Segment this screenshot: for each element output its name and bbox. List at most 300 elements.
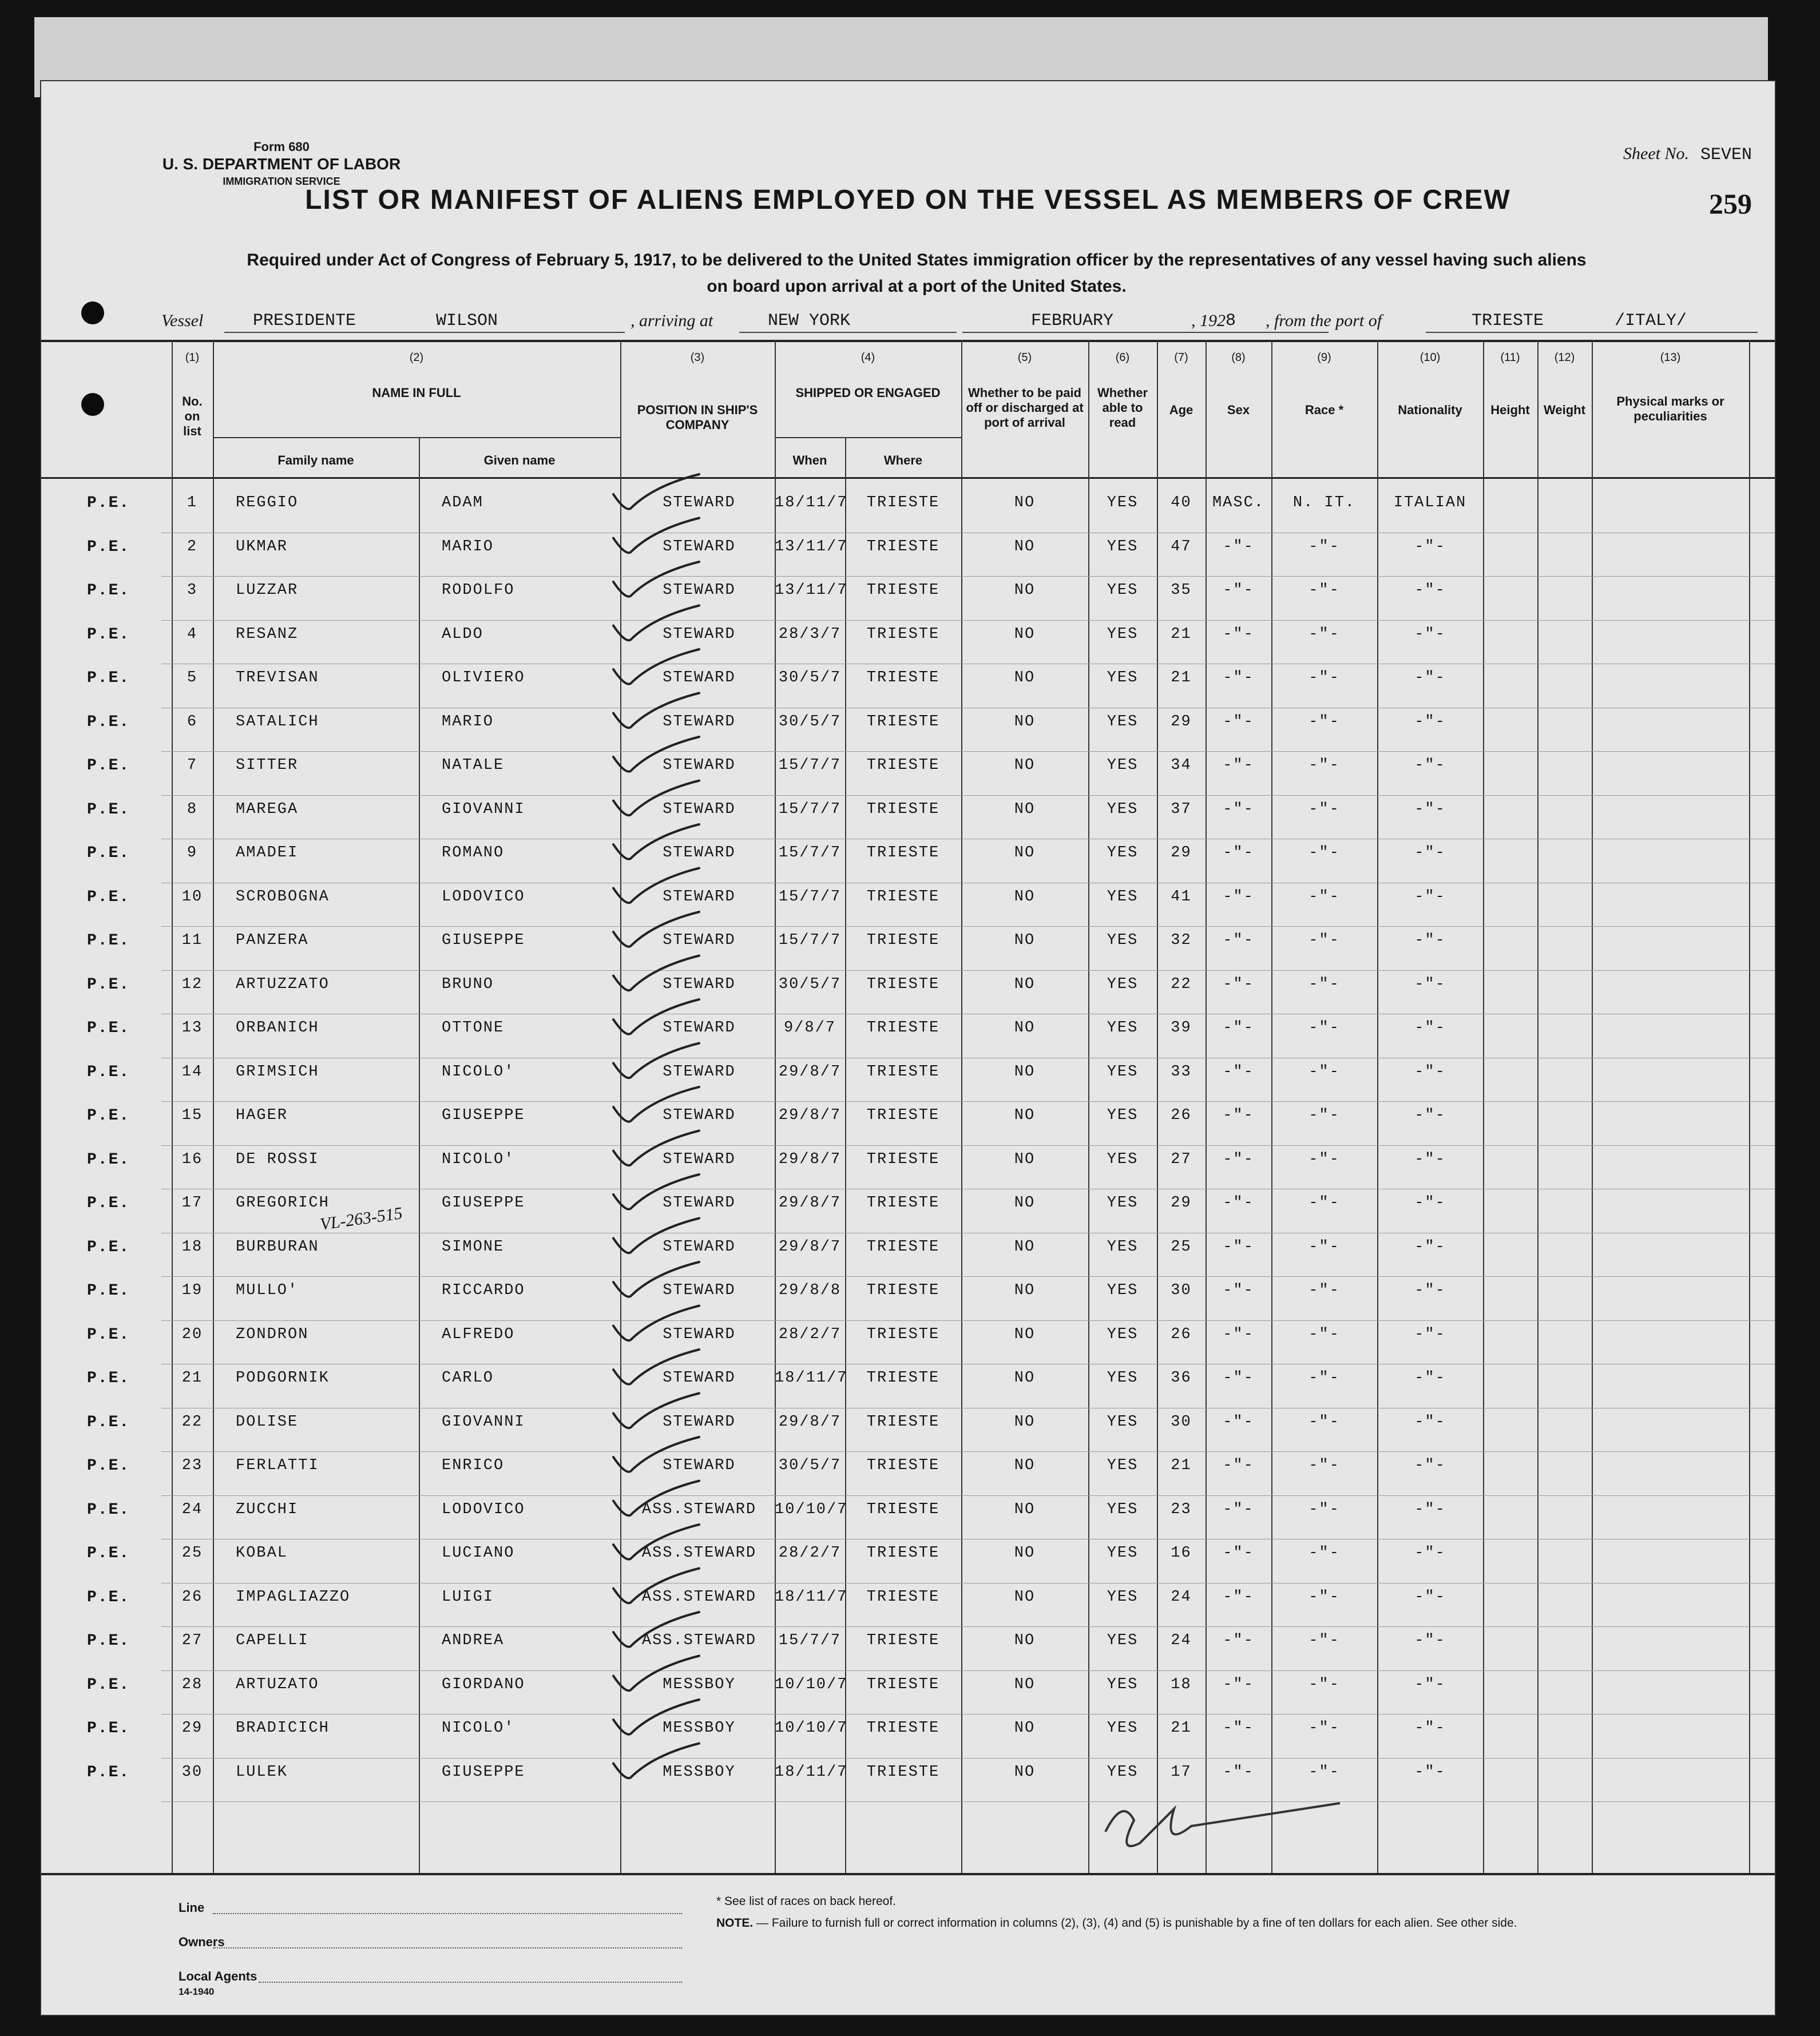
row-10-age: 41 xyxy=(1171,888,1192,906)
row-18-pe-code: P.E. xyxy=(87,1238,130,1256)
row-28-family-name: ARTUZATO xyxy=(236,1676,319,1693)
row-15-shipped-where: TRIESTE xyxy=(866,1107,940,1124)
row-12-shipped-when: 30/5/7 xyxy=(778,975,842,993)
row-21-race: -"- xyxy=(1309,1370,1340,1387)
col12-header: Weight xyxy=(1544,403,1585,417)
col2-header: NAME IN FULL xyxy=(372,386,461,400)
row-10-nationality: -"- xyxy=(1414,888,1446,906)
row-26-shipped-where: TRIESTE xyxy=(866,1588,940,1606)
row-15-pe-code: P.E. xyxy=(87,1107,130,1125)
row-6-position: STEWARD xyxy=(663,713,736,731)
row-18-position: STEWARD xyxy=(663,1238,736,1256)
row-14-family-name: GRIMSICH xyxy=(236,1063,319,1081)
row-22-age: 30 xyxy=(1171,1413,1192,1431)
row-29-able-to-read: YES xyxy=(1107,1720,1139,1737)
row-6-age: 29 xyxy=(1171,713,1192,731)
row-1-given-name: ADAM xyxy=(442,494,483,511)
row-1-shipped-where: TRIESTE xyxy=(866,494,940,511)
row-4-pe-code: P.E. xyxy=(87,625,130,644)
row-20-shipped-when: 28/2/7 xyxy=(778,1325,842,1343)
col5-number: (5) xyxy=(1017,351,1032,364)
penalty-note xyxy=(716,1916,1517,1930)
row-9-able-to-read: YES xyxy=(1107,844,1139,862)
col3-number: (3) xyxy=(690,351,705,364)
row-19-position: STEWARD xyxy=(663,1282,736,1299)
row-27-age: 24 xyxy=(1171,1632,1192,1649)
check-mark-icon xyxy=(613,1350,699,1384)
row-16-given-name: NICOLO' xyxy=(442,1150,515,1168)
row-2-shipped-where: TRIESTE xyxy=(866,538,940,555)
row-11-given-name: GIUSEPPE xyxy=(442,932,525,949)
row-8-sex: -"- xyxy=(1223,800,1254,818)
row-30-able-to-read: YES xyxy=(1107,1763,1139,1781)
row-21-row-number: 21 xyxy=(181,1370,203,1387)
row-16-pe-code: P.E. xyxy=(87,1150,130,1169)
row-10-shipped-where: TRIESTE xyxy=(866,888,940,906)
check-mark-icon xyxy=(613,1525,699,1559)
row-21-shipped-where: TRIESTE xyxy=(866,1370,940,1387)
row-22-position: STEWARD xyxy=(663,1413,736,1431)
row-27-row-number: 27 xyxy=(181,1632,203,1649)
row-17-row-number: 17 xyxy=(181,1194,203,1212)
row-25-given-name: LUCIANO xyxy=(442,1545,515,1562)
row-5-family-name: TREVISAN xyxy=(236,669,319,686)
row-24-position: ASS.STEWARD xyxy=(641,1501,757,1518)
row-26-sex: -"- xyxy=(1223,1588,1254,1606)
row-26-position: ASS.STEWARD xyxy=(641,1588,757,1606)
row-5-shipped-when: 30/5/7 xyxy=(778,669,842,686)
row-18-age: 25 xyxy=(1171,1238,1192,1256)
row-26-paid-off: NO xyxy=(1014,1588,1036,1606)
row-7-family-name: SITTER xyxy=(236,757,299,774)
arriving-label: , arriving at xyxy=(631,311,713,330)
row-27-family-name: CAPELLI xyxy=(236,1632,309,1649)
row-28-age: 18 xyxy=(1171,1676,1192,1693)
row-20-shipped-where: TRIESTE xyxy=(866,1325,940,1343)
row-16-able-to-read: YES xyxy=(1107,1150,1139,1168)
row-10-row-number: 10 xyxy=(181,888,203,906)
row-29-row-number: 29 xyxy=(181,1720,203,1737)
row-6-pe-code: P.E. xyxy=(87,713,130,731)
row-3-age: 35 xyxy=(1171,582,1192,599)
row-12-shipped-where: TRIESTE xyxy=(866,975,940,993)
row-30-given-name: GIUSEPPE xyxy=(442,1763,525,1781)
row-29-shipped-when: 10/10/7 xyxy=(775,1720,848,1737)
row-19-shipped-where: TRIESTE xyxy=(866,1282,940,1299)
row-23-position: STEWARD xyxy=(663,1457,736,1474)
row-8-age: 37 xyxy=(1171,800,1192,818)
row15-handwritten-note: VL-263-515 xyxy=(319,1204,404,1234)
row-3-sex: -"- xyxy=(1223,582,1254,599)
row-27-given-name: ANDREA xyxy=(442,1632,505,1649)
row-19-able-to-read: YES xyxy=(1107,1282,1139,1299)
col1-number: (1) xyxy=(185,351,200,364)
row-17-shipped-where: TRIESTE xyxy=(866,1194,940,1212)
row-13-position: STEWARD xyxy=(663,1019,736,1037)
col10-header: Nationality xyxy=(1398,403,1462,417)
row-11-shipped-where: TRIESTE xyxy=(866,932,940,949)
row-10-given-name: LODOVICO xyxy=(442,888,525,906)
row-11-pe-code: P.E. xyxy=(87,932,130,950)
row-5-sex: -"- xyxy=(1223,669,1254,686)
row-29-age: 21 xyxy=(1171,1720,1192,1737)
row-19-age: 30 xyxy=(1171,1282,1192,1299)
row-30-shipped-where: TRIESTE xyxy=(866,1763,940,1781)
col2-number: (2) xyxy=(409,351,424,364)
row-24-row-number: 24 xyxy=(181,1501,203,1518)
row-15-shipped-when: 29/8/7 xyxy=(778,1107,842,1124)
row-5-pe-code: P.E. xyxy=(87,669,130,687)
row-16-row-number: 16 xyxy=(181,1150,203,1168)
col6-header: Whether able to read xyxy=(1097,386,1148,430)
row-22-family-name: DOLISE xyxy=(236,1413,299,1431)
row-4-shipped-when: 28/3/7 xyxy=(778,625,842,643)
form-number: Form 680 xyxy=(253,140,310,154)
row-11-age: 32 xyxy=(1171,932,1192,949)
row-29-position: MESSBOY xyxy=(663,1720,736,1737)
sheet-number-value: SEVEN xyxy=(1700,145,1752,165)
row-8-race: -"- xyxy=(1309,800,1340,818)
row-13-age: 39 xyxy=(1171,1019,1192,1037)
local-agents-label: Local Agents xyxy=(179,1969,257,1983)
row-4-race: -"- xyxy=(1309,625,1340,643)
row-14-age: 33 xyxy=(1171,1063,1192,1081)
row-3-nationality: -"- xyxy=(1414,582,1446,599)
row-13-sex: -"- xyxy=(1223,1019,1254,1037)
row-9-given-name: ROMANO xyxy=(442,844,505,862)
row-23-family-name: FERLATTI xyxy=(236,1457,319,1474)
row-8-nationality: -"- xyxy=(1414,800,1446,818)
row-25-shipped-when: 28/2/7 xyxy=(778,1545,842,1562)
col9-number: (9) xyxy=(1317,351,1331,364)
row-25-nationality: -"- xyxy=(1414,1545,1446,1562)
given-name-header: Given name xyxy=(483,453,556,467)
row-21-position: STEWARD xyxy=(663,1370,736,1387)
check-mark-icon xyxy=(613,824,699,859)
col3-header: POSITION IN SHIP'S COMPANY xyxy=(637,403,758,432)
row-24-age: 23 xyxy=(1171,1501,1192,1518)
row-15-race: -"- xyxy=(1309,1107,1340,1124)
row-8-given-name: GIOVANNI xyxy=(442,800,525,818)
row-16-shipped-where: TRIESTE xyxy=(866,1150,940,1168)
row-2-age: 47 xyxy=(1171,538,1192,555)
row-9-shipped-where: TRIESTE xyxy=(866,844,940,862)
row-29-sex: -"- xyxy=(1223,1720,1254,1737)
row-15-sex: -"- xyxy=(1223,1107,1254,1124)
row-22-pe-code: P.E. xyxy=(87,1413,130,1431)
row-2-paid-off: NO xyxy=(1014,538,1036,555)
check-mark-icon xyxy=(613,562,699,597)
col12-number: (12) xyxy=(1554,351,1575,364)
page-number: 259 xyxy=(1709,188,1752,220)
row-22-sex: -"- xyxy=(1223,1413,1254,1431)
row-25-row-number: 25 xyxy=(181,1545,203,1562)
row-9-pe-code: P.E. xyxy=(87,844,130,862)
row-19-row-number: 19 xyxy=(181,1282,203,1299)
row-4-sex: -"- xyxy=(1223,625,1254,643)
check-mark-icon xyxy=(613,1700,699,1735)
row-14-pe-code: P.E. xyxy=(87,1063,130,1081)
row-26-race: -"- xyxy=(1309,1588,1340,1606)
row-25-pe-code: P.E. xyxy=(87,1545,130,1562)
check-mark-icon xyxy=(613,1306,699,1341)
row-19-race: -"- xyxy=(1309,1282,1340,1299)
row-21-paid-off: NO xyxy=(1014,1370,1036,1387)
row-20-pe-code: P.E. xyxy=(87,1325,130,1344)
row-3-family-name: LUZZAR xyxy=(236,582,299,599)
row-22-given-name: GIOVANNI xyxy=(442,1413,525,1431)
row-30-age: 17 xyxy=(1171,1763,1192,1781)
row-10-pe-code: P.E. xyxy=(87,888,130,906)
row-28-pe-code: P.E. xyxy=(87,1676,130,1694)
col11-number: (11) xyxy=(1500,351,1520,364)
row-1-able-to-read: YES xyxy=(1107,494,1139,511)
row-19-nationality: -"- xyxy=(1414,1282,1446,1299)
row-20-able-to-read: YES xyxy=(1107,1325,1139,1343)
row-23-pe-code: P.E. xyxy=(87,1457,130,1475)
row-15-row-number: 15 xyxy=(181,1107,203,1124)
row-1-position: STEWARD xyxy=(663,494,736,511)
row-28-given-name: GIORDANO xyxy=(442,1676,525,1693)
col4-number: (4) xyxy=(861,351,875,364)
race-footnote: * See list of races on back hereof. xyxy=(716,1895,897,1908)
row-19-family-name: MULLO' xyxy=(236,1282,299,1299)
row-30-pe-code: P.E. xyxy=(87,1763,130,1781)
row-22-able-to-read: YES xyxy=(1107,1413,1139,1431)
row-16-position: STEWARD xyxy=(663,1150,736,1168)
row-10-race: -"- xyxy=(1309,888,1340,906)
row-13-race: -"- xyxy=(1309,1019,1340,1037)
from-port-label: , from the port of xyxy=(1266,311,1382,330)
check-mark-icon xyxy=(613,1437,699,1472)
check-mark-icon xyxy=(613,999,699,1034)
col8-header: Sex xyxy=(1227,403,1250,417)
row-3-able-to-read: YES xyxy=(1107,582,1139,599)
sheet-number-label: Sheet No. xyxy=(1623,144,1689,163)
row-15-given-name: GIUSEPPE xyxy=(442,1107,525,1124)
row-9-sex: -"- xyxy=(1223,844,1254,862)
row-4-shipped-where: TRIESTE xyxy=(866,625,940,643)
row-12-row-number: 12 xyxy=(181,975,203,993)
page-title: LIST OR MANIFEST OF ALIENS EMPLOYED ON THE VESSEL AS MEMBERS OF CREW xyxy=(305,185,1511,215)
row-7-position: STEWARD xyxy=(663,757,736,774)
handwritten-check-marks-icon xyxy=(41,81,1775,2015)
check-mark-icon xyxy=(613,1087,699,1122)
row-14-race: -"- xyxy=(1309,1063,1340,1081)
row-12-position: STEWARD xyxy=(663,975,736,993)
row-14-shipped-where: TRIESTE xyxy=(866,1063,940,1081)
row-6-race: -"- xyxy=(1309,713,1340,731)
row-30-row-number: 30 xyxy=(181,1763,203,1781)
row-25-sex: -"- xyxy=(1223,1545,1254,1562)
row-13-paid-off: NO xyxy=(1014,1019,1036,1037)
row-11-position: STEWARD xyxy=(663,932,736,949)
row-23-race: -"- xyxy=(1309,1457,1340,1474)
check-mark-icon xyxy=(613,912,699,947)
row-13-row-number: 13 xyxy=(181,1019,203,1037)
row-24-able-to-read: YES xyxy=(1107,1501,1139,1518)
row-7-paid-off: NO xyxy=(1014,757,1036,774)
row-17-race: -"- xyxy=(1309,1194,1340,1212)
row-27-able-to-read: YES xyxy=(1107,1632,1139,1649)
row-19-given-name: RICCARDO xyxy=(442,1282,525,1299)
row-28-shipped-when: 10/10/7 xyxy=(775,1676,848,1693)
col9-header: Race * xyxy=(1304,403,1344,417)
row-16-shipped-when: 29/8/7 xyxy=(778,1150,842,1168)
shipped-when-header: When xyxy=(792,453,827,467)
row-17-sex: -"- xyxy=(1223,1194,1254,1212)
row-18-nationality: -"- xyxy=(1414,1238,1446,1256)
row-4-row-number: 4 xyxy=(187,625,198,643)
row-29-paid-off: NO xyxy=(1014,1720,1036,1737)
row-26-pe-code: P.E. xyxy=(87,1588,130,1606)
row-19-sex: -"- xyxy=(1223,1282,1254,1299)
col4-header: SHIPPED OR ENGAGED xyxy=(795,386,941,400)
arrival-month: FEBRUARY xyxy=(1031,311,1114,331)
note-text: — Failure to furnish full or correct information in columns (2), (3), (4) and (5) is punishable by a fine of ten dollars for each alien. See other side. xyxy=(756,1916,1517,1930)
row-29-family-name: BRADICICH xyxy=(236,1720,330,1737)
row-30-position: MESSBOY xyxy=(663,1763,736,1781)
check-mark-icon xyxy=(613,606,699,641)
row-6-nationality: -"- xyxy=(1414,713,1446,731)
row-10-position: STEWARD xyxy=(663,888,736,906)
row-20-row-number: 20 xyxy=(181,1325,203,1343)
check-mark-icon xyxy=(613,1744,699,1779)
row-23-age: 21 xyxy=(1171,1457,1192,1474)
row-24-pe-code: P.E. xyxy=(87,1501,130,1519)
row-25-able-to-read: YES xyxy=(1107,1545,1139,1562)
check-mark-icon xyxy=(613,737,699,772)
row-8-shipped-where: TRIESTE xyxy=(866,800,940,818)
row-24-paid-off: NO xyxy=(1014,1501,1036,1518)
row-21-family-name: PODGORNIK xyxy=(236,1370,330,1387)
row-22-race: -"- xyxy=(1309,1413,1340,1431)
row-8-family-name: MAREGA xyxy=(236,800,299,818)
row-4-age: 21 xyxy=(1171,625,1192,643)
row-7-pe-code: P.E. xyxy=(87,757,130,775)
row-9-shipped-when: 15/7/7 xyxy=(778,844,842,862)
col7-number: (7) xyxy=(1174,351,1188,364)
row-9-row-number: 9 xyxy=(187,844,198,862)
row-24-shipped-when: 10/10/7 xyxy=(775,1501,848,1518)
col5-header: Whether to be paid off or discharged at port of arrival xyxy=(966,386,1084,430)
row-21-age: 36 xyxy=(1171,1370,1192,1387)
row-18-row-number: 18 xyxy=(181,1238,203,1256)
row-11-paid-off: NO xyxy=(1014,932,1036,949)
vessel-name-second: WILSON xyxy=(436,311,498,331)
row-21-shipped-when: 18/11/7 xyxy=(775,1370,848,1387)
row-20-age: 26 xyxy=(1171,1325,1192,1343)
row-8-position: STEWARD xyxy=(663,800,736,818)
row-25-position: ASS.STEWARD xyxy=(641,1545,757,1562)
row-11-family-name: PANZERA xyxy=(236,932,309,949)
row-17-position: STEWARD xyxy=(663,1194,736,1212)
row-7-shipped-where: TRIESTE xyxy=(866,757,940,774)
row-11-row-number: 11 xyxy=(181,932,203,949)
row-30-paid-off: NO xyxy=(1014,1763,1036,1781)
row-15-age: 26 xyxy=(1171,1107,1192,1124)
row-3-pe-code: P.E. xyxy=(87,582,130,600)
punch-hole-icon xyxy=(81,301,104,324)
row-28-sex: -"- xyxy=(1223,1676,1254,1693)
row-24-race: -"- xyxy=(1309,1501,1340,1518)
row-17-shipped-when: 29/8/7 xyxy=(778,1194,842,1212)
row-12-age: 22 xyxy=(1171,975,1192,993)
row-9-age: 29 xyxy=(1171,844,1192,862)
row-3-race: -"- xyxy=(1309,582,1340,599)
row-11-race: -"- xyxy=(1309,932,1340,949)
row-2-able-to-read: YES xyxy=(1107,538,1139,555)
arrival-port: NEW YORK xyxy=(768,311,851,331)
row-27-pe-code: P.E. xyxy=(87,1632,130,1650)
row-6-family-name: SATALICH xyxy=(236,713,319,731)
row-9-position: STEWARD xyxy=(663,844,736,862)
row-9-family-name: AMADEI xyxy=(236,844,299,862)
row-13-shipped-when: 9/8/7 xyxy=(783,1019,836,1037)
row-13-able-to-read: YES xyxy=(1107,1019,1139,1037)
check-mark-icon xyxy=(613,474,699,509)
row-8-able-to-read: YES xyxy=(1107,800,1139,818)
year-digit: 8 xyxy=(1226,311,1236,331)
check-mark-icon xyxy=(613,1612,699,1647)
row-14-able-to-read: YES xyxy=(1107,1063,1139,1081)
check-mark-icon xyxy=(613,518,699,553)
row-30-race: -"- xyxy=(1309,1763,1340,1781)
row-28-nationality: -"- xyxy=(1414,1676,1446,1693)
row-7-shipped-when: 15/7/7 xyxy=(778,757,842,774)
row-18-paid-off: NO xyxy=(1014,1238,1036,1256)
row-6-sex: -"- xyxy=(1223,713,1254,731)
row-13-family-name: ORBANICH xyxy=(236,1019,319,1037)
check-mark-icon xyxy=(613,1481,699,1516)
row-3-shipped-where: TRIESTE xyxy=(866,582,940,599)
row-12-family-name: ARTUZZATO xyxy=(236,975,330,993)
row-12-race: -"- xyxy=(1309,975,1340,993)
row-25-race: -"- xyxy=(1309,1545,1340,1562)
row-23-paid-off: NO xyxy=(1014,1457,1036,1474)
row-12-given-name: BRUNO xyxy=(442,975,494,993)
row-4-position: STEWARD xyxy=(663,625,736,643)
row-21-sex: -"- xyxy=(1223,1370,1254,1387)
row-10-paid-off: NO xyxy=(1014,888,1036,906)
subtitle-line-2: on board upon arrival at a port of the United States. xyxy=(707,277,1127,296)
row-2-race: -"- xyxy=(1309,538,1340,555)
row-27-shipped-where: TRIESTE xyxy=(866,1632,940,1649)
row-3-row-number: 3 xyxy=(187,582,198,599)
row-2-given-name: MARIO xyxy=(442,538,494,555)
row-18-sex: -"- xyxy=(1223,1238,1254,1256)
check-mark-icon xyxy=(613,868,699,903)
row-11-shipped-when: 15/7/7 xyxy=(778,932,842,949)
row-20-paid-off: NO xyxy=(1014,1325,1036,1343)
manifest-sheet xyxy=(40,80,1776,2016)
signature-scrawl-icon xyxy=(1105,1803,1340,1846)
row-25-paid-off: NO xyxy=(1014,1545,1036,1562)
row-4-paid-off: NO xyxy=(1014,625,1036,643)
row-13-given-name: OTTONE xyxy=(442,1019,505,1037)
row-13-nationality: -"- xyxy=(1414,1019,1446,1037)
row-2-pe-code: P.E. xyxy=(87,538,130,556)
row-16-sex: -"- xyxy=(1223,1150,1254,1168)
row-6-row-number: 6 xyxy=(187,713,198,731)
row-18-shipped-when: 29/8/7 xyxy=(778,1238,842,1256)
row-27-position: ASS.STEWARD xyxy=(641,1632,757,1649)
row-2-sex: -"- xyxy=(1223,538,1254,555)
row-24-family-name: ZUCCHI xyxy=(236,1501,299,1518)
row-3-position: STEWARD xyxy=(663,582,736,599)
row-23-shipped-when: 30/5/7 xyxy=(778,1457,842,1474)
row-14-given-name: NICOLO' xyxy=(442,1063,515,1081)
